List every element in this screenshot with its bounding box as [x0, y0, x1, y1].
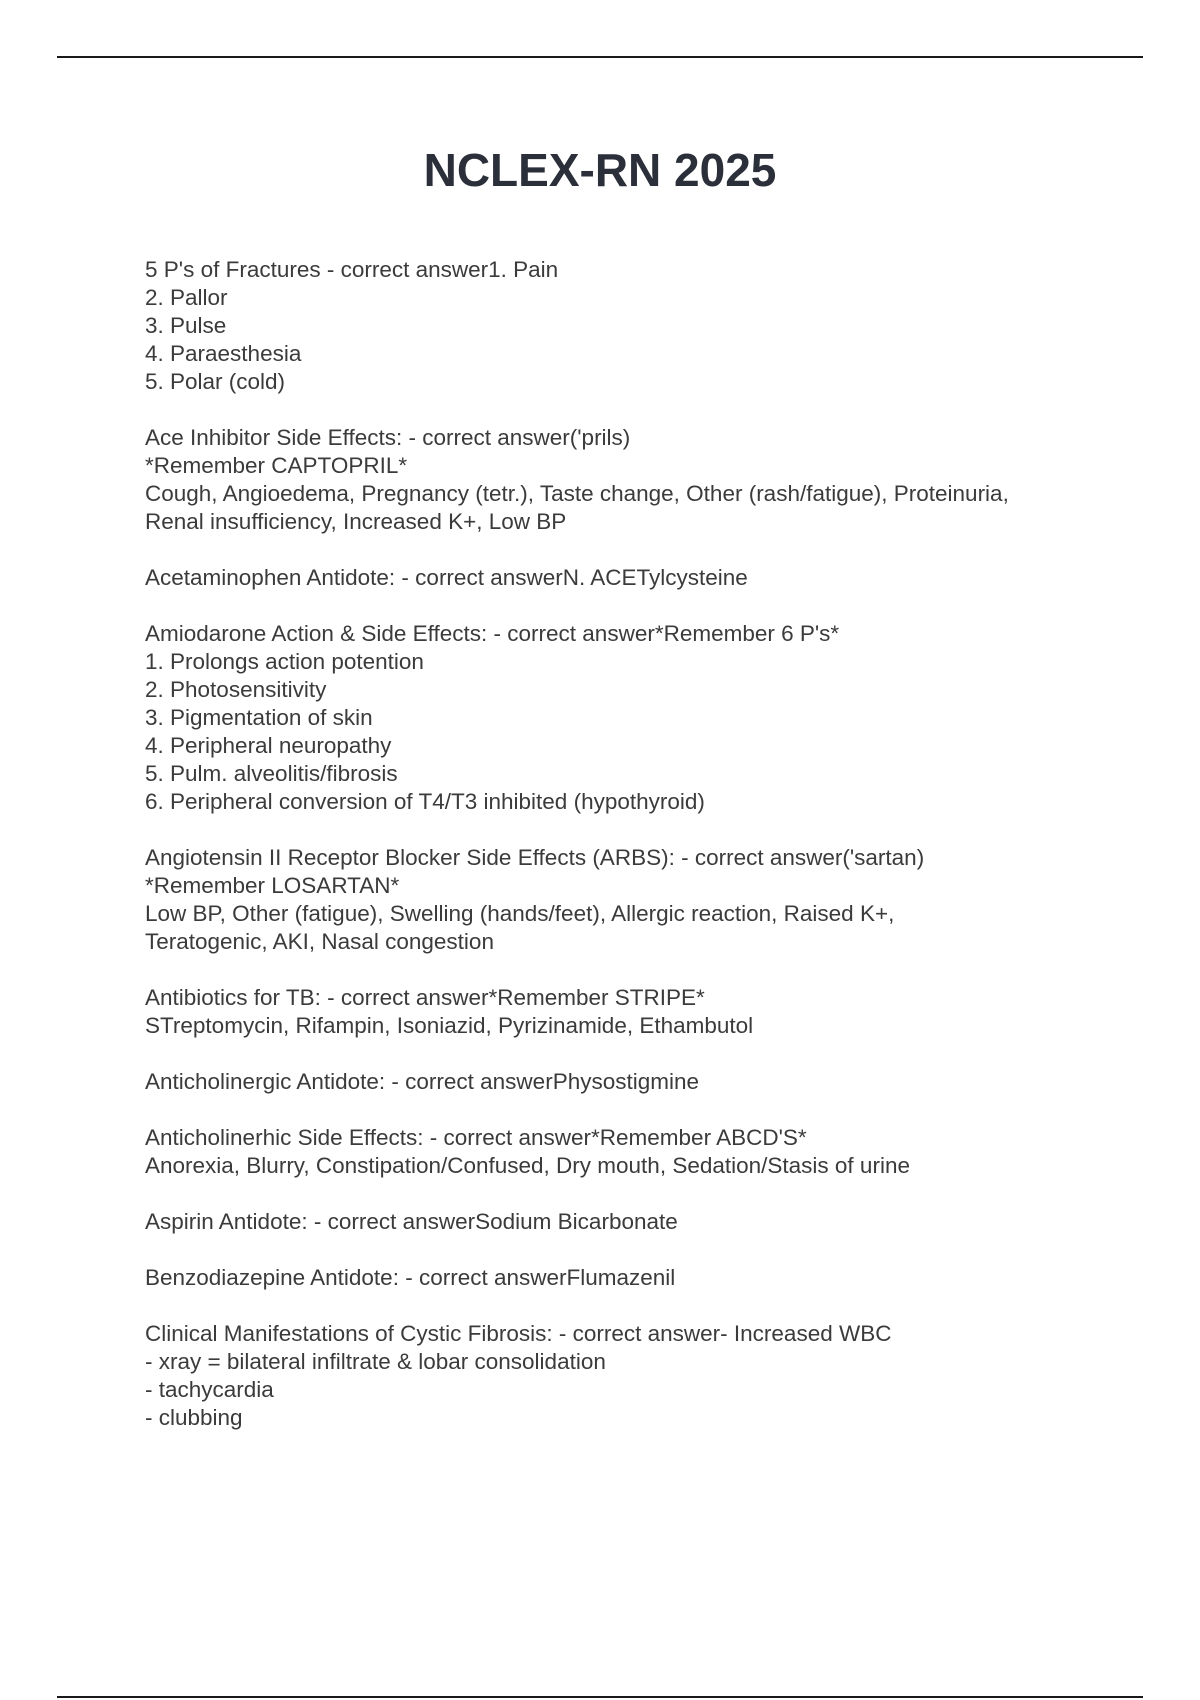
entry-line: Anorexia, Blurry, Constipation/Confused, Dry mouth, Sedation/Stasis of urine: [145, 1153, 910, 1178]
entry-line: 5 P's of Fractures - correct answer1. Pain: [145, 257, 559, 282]
entry-line: Anticholinergic Antidote: - correct answerPhysostigmine: [145, 1069, 700, 1094]
entry-line: Cough, Angioedema, Pregnancy (tetr.), Taste change, Other (rash/fatigue), Proteinuria,: [145, 481, 1009, 506]
entry-amiodarone: [145, 620, 1145, 816]
entry-line: Ace Inhibitor Side Effects: - correct answer('prils): [145, 425, 631, 450]
entry-line: STreptomycin, Rifampin, Isoniazid, Pyrizinamide, Ethambutol: [145, 1013, 754, 1038]
entry-line: 3. Pigmentation of skin: [145, 705, 373, 730]
entry-line: 5. Pulm. alveolitis/fibrosis: [145, 761, 398, 786]
entry-line: 2. Pallor: [145, 285, 228, 310]
entry-line: 4. Peripheral neuropathy: [145, 733, 392, 758]
entry-line: Benzodiazepine Antidote: - correct answerFlumazenil: [145, 1265, 676, 1290]
entry-line: 6. Peripheral conversion of T4/T3 inhibited (hypothyroid): [145, 789, 705, 814]
entry-aspirin: [145, 1208, 1145, 1236]
document-body: [145, 256, 1145, 1460]
entry-line: 4. Paraesthesia: [145, 341, 302, 366]
entry-fractures: [145, 256, 1145, 396]
entry-line: Acetaminophen Antidote: - correct answerN. ACETylcysteine: [145, 565, 748, 590]
entry-line: Low BP, Other (fatigue), Swelling (hands/feet), Allergic reaction, Raised K+,: [145, 901, 895, 926]
entry-anticholinergic-side-effects: [145, 1124, 1145, 1180]
entry-line: Teratogenic, AKI, Nasal congestion: [145, 929, 494, 954]
bottom-rule: [57, 1696, 1143, 1698]
entry-benzodiazepine: [145, 1264, 1145, 1292]
entry-line: - tachycardia: [145, 1377, 274, 1402]
entry-line: 5. Polar (cold): [145, 369, 286, 394]
entry-line: Anticholinerhic Side Effects: - correct answer*Remember ABCD'S*: [145, 1125, 807, 1150]
entry-anticholinergic-antidote: [145, 1068, 1145, 1096]
entry-acetaminophen: [145, 564, 1145, 592]
entry-ace-inhibitor: [145, 424, 1145, 536]
entry-line: 3. Pulse: [145, 313, 227, 338]
entry-cystic-fibrosis: [145, 1320, 1145, 1432]
top-rule: [57, 56, 1143, 58]
entry-tb-antibiotics: [145, 984, 1145, 1040]
entry-line: *Remember LOSARTAN*: [145, 873, 400, 898]
entry-line: - clubbing: [145, 1405, 243, 1430]
entry-line: *Remember CAPTOPRIL*: [145, 453, 408, 478]
entry-line: Aspirin Antidote: - correct answerSodium Bicarbonate: [145, 1209, 678, 1234]
entry-line: Angiotensin II Receptor Blocker Side Effects (ARBS): - correct answer('sartan): [145, 845, 925, 870]
entry-line: - xray = bilateral infiltrate & lobar consolidation: [145, 1349, 606, 1374]
entry-line: 1. Prolongs action potention: [145, 649, 424, 674]
entry-line: Clinical Manifestations of Cystic Fibrosis: - correct answer- Increased WBC: [145, 1321, 892, 1346]
entry-arbs: [145, 844, 1145, 956]
entry-line: 2. Photosensitivity: [145, 677, 327, 702]
entry-line: Renal insufficiency, Increased K+, Low BP: [145, 509, 567, 534]
page-title: NCLEX-RN 2025: [423, 144, 777, 196]
entry-line: Antibiotics for TB: - correct answer*Remember STRIPE*: [145, 985, 705, 1010]
entry-line: Amiodarone Action & Side Effects: - correct answer*Remember 6 P's*: [145, 621, 840, 646]
